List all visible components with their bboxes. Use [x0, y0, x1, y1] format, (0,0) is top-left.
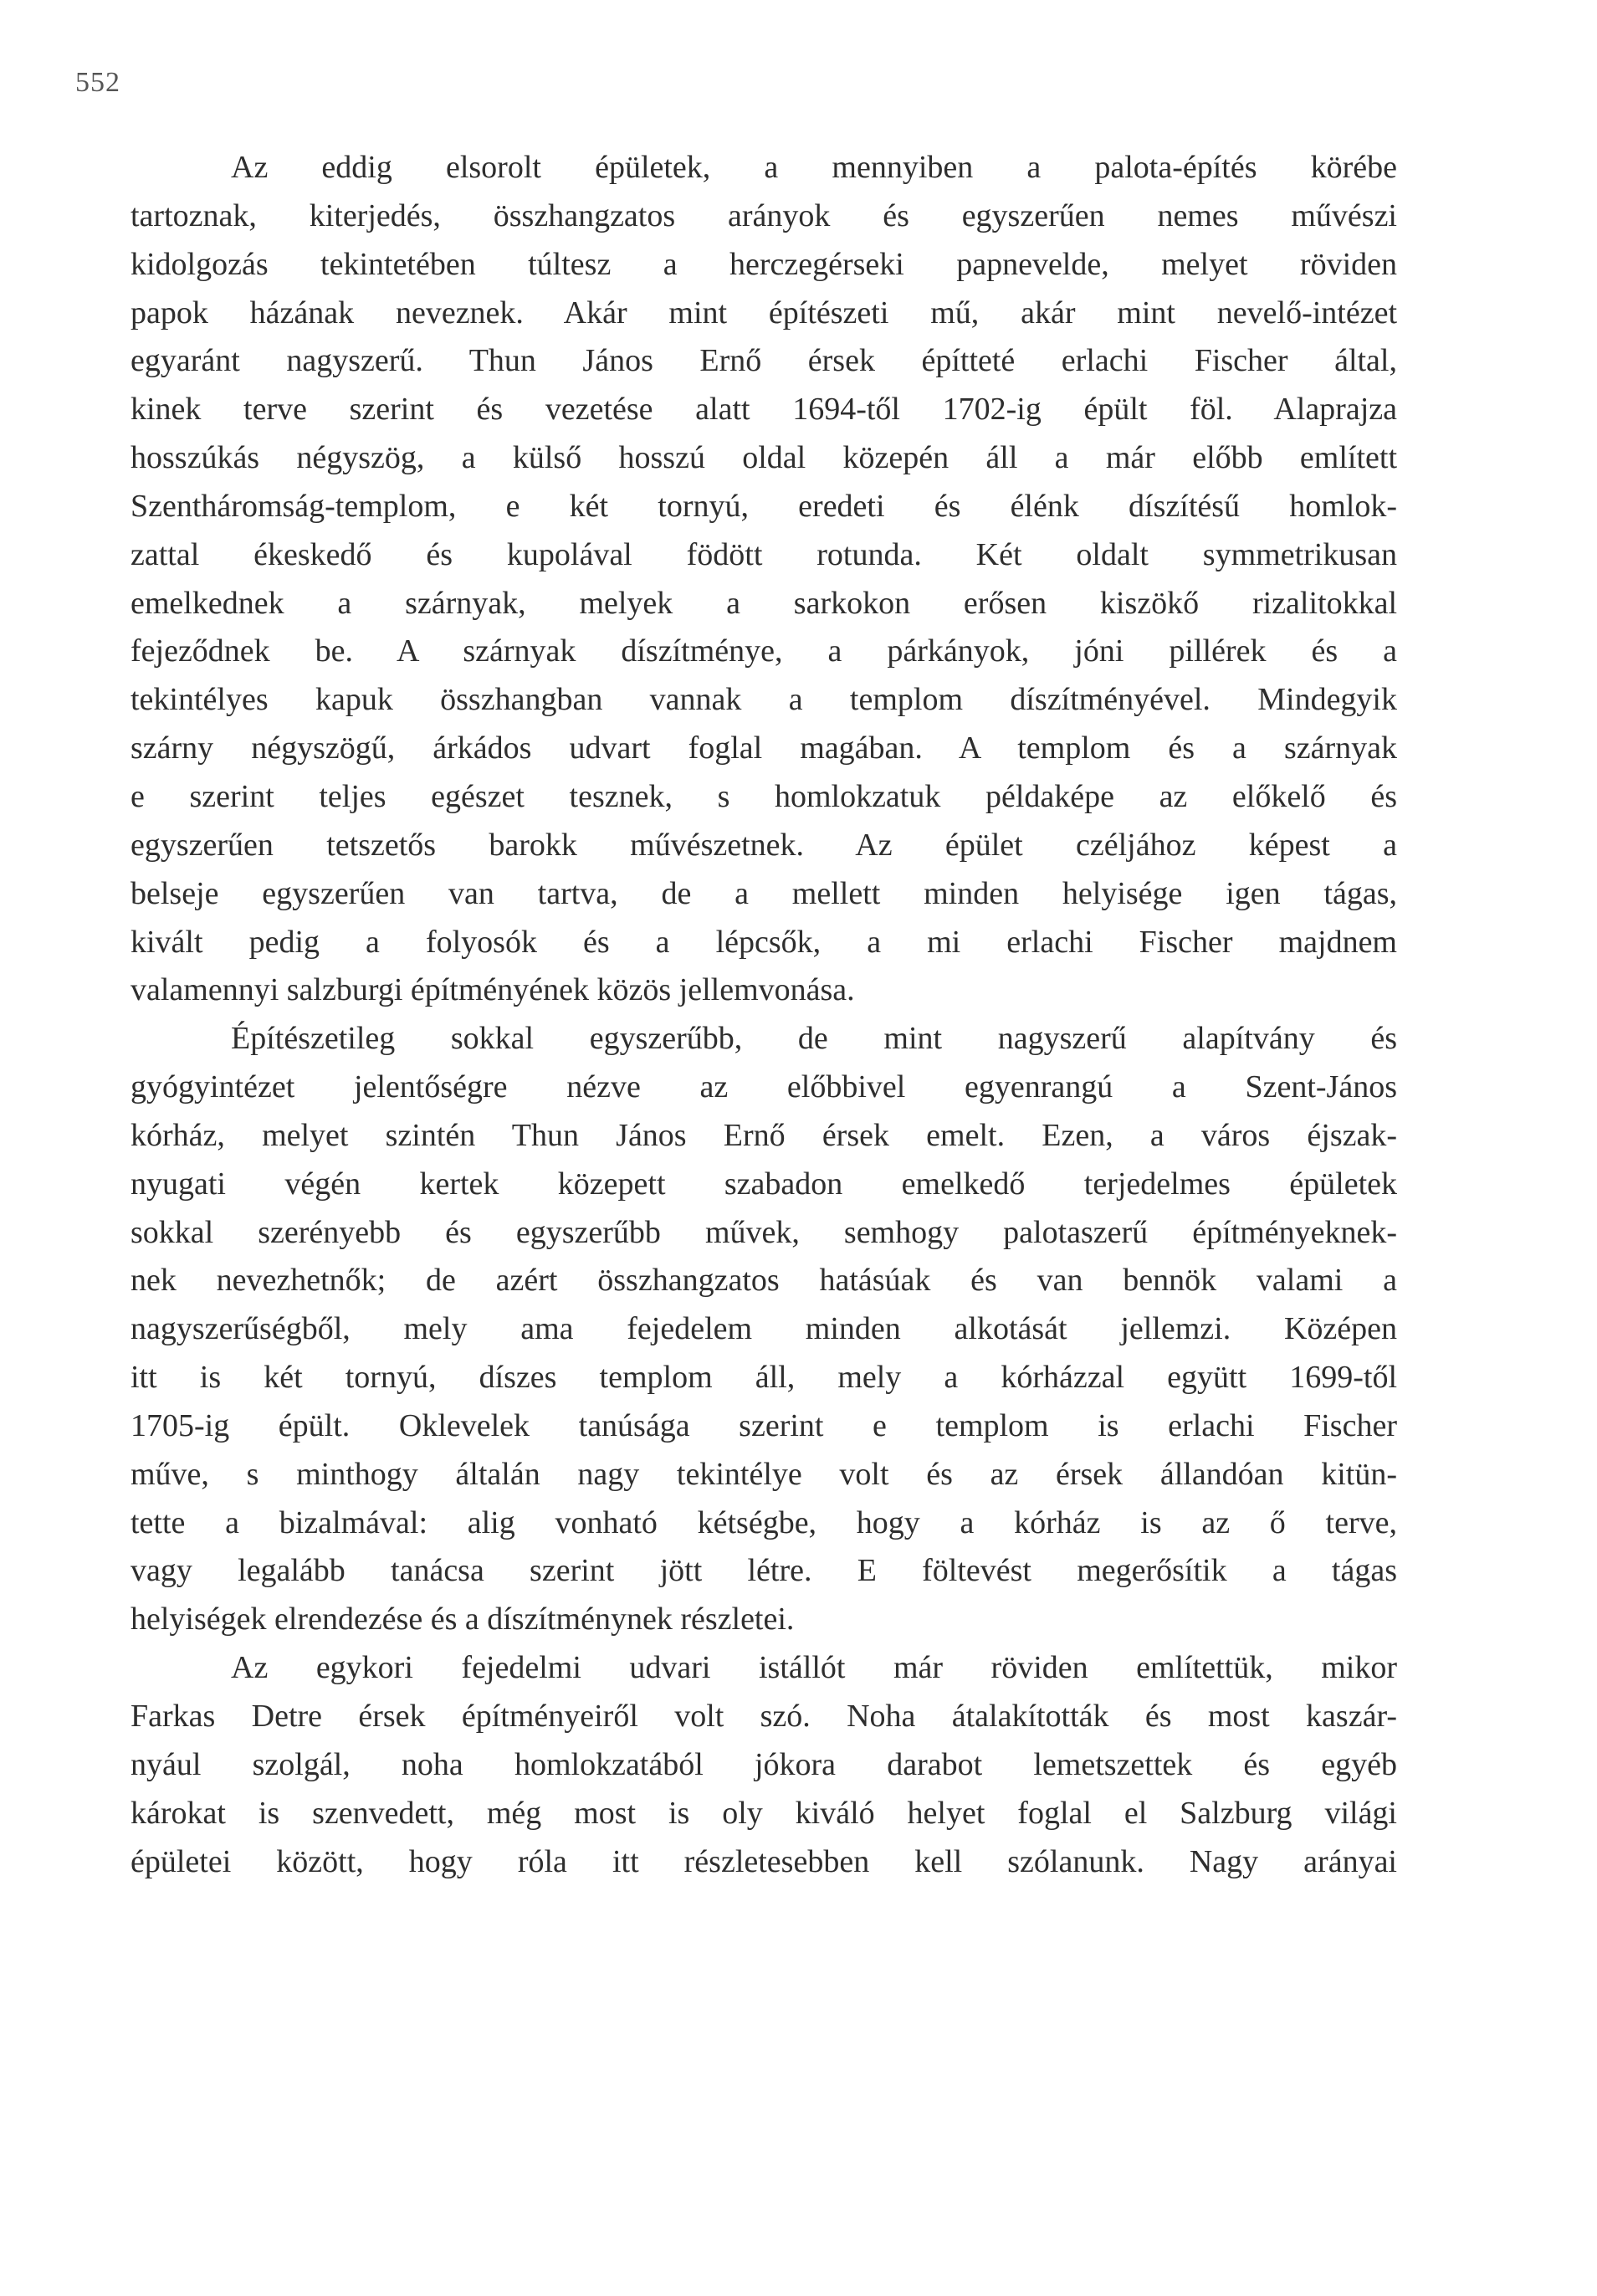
- text-line: vagy legalább tanácsa szerint jött létre. E föltevést megerősítik a tágas: [131, 1553, 1397, 1589]
- text-line: emelkednek a szárnyak, melyek a sarkokon erősen kiszökő rizalitokkal: [131, 585, 1397, 621]
- text-line: hosszúkás négyszög, a külső hosszú oldal közepén áll a már előbb említett: [131, 440, 1397, 476]
- paragraph-3: [131, 1644, 1397, 1886]
- text-line: gyógyintézet jelentőségre nézve az előbbivel egyenrangú a Szent-János: [131, 1069, 1397, 1105]
- text-line: e szerint teljes egészet tesznek, s homlokzatuk példaképe az előkelő és: [131, 778, 1397, 814]
- text-line: nyugati végén kertek közepett szabadon emelkedő terjedelmes épületek: [131, 1166, 1397, 1202]
- text-line: kórház, melyet szintén Thun János Ernő érsek emelt. Ezen, a város éjszak-: [131, 1117, 1397, 1153]
- text-line: károkat is szenvedett, még most is oly kiváló helyet foglal el Salzburg világi: [131, 1795, 1397, 1831]
- text-line: Az eddig elsorolt épületek, a mennyiben a palota-építés körébe: [231, 150, 1397, 185]
- paragraph-2: [131, 1015, 1397, 1644]
- text-line: kidolgozás tekintetében túltesz a herczegérseki papnevelde, melyet röviden: [131, 246, 1397, 282]
- text-line: belseje egyszerűen van tartva, de a mellett minden helyisége igen tágas,: [131, 875, 1397, 911]
- text-line: valamennyi salzburgi építményének közös jellemvonása.: [131, 972, 855, 1008]
- text-line: nagyszerűségből, mely ama fejedelem minden alkotását jellemzi. Középen: [131, 1311, 1397, 1347]
- text-line: egyszerűen tetszetős barokk művészetnek. Az épület czéljához képest a: [131, 827, 1397, 863]
- text-line: fejeződnek be. A szárnyak díszítménye, a párkányok, jóni pillérek és a: [131, 633, 1397, 669]
- text-line: sokkal szerényebb és egyszerűbb művek, semhogy palotaszerű építményeknek-: [131, 1214, 1397, 1250]
- paragraph-1: [131, 144, 1397, 1015]
- text-line: Farkas Detre érsek építményeiről volt szó. Noha átalakították és most kaszár-: [131, 1699, 1397, 1734]
- text-line: papok házának neveznek. Akár mint építészeti mű, akár mint nevelő-intézet: [131, 295, 1397, 331]
- text-line: műve, s minthogy általán nagy tekintélye volt és az érsek állandóan kitün-: [131, 1456, 1397, 1492]
- text-line: helyiségek elrendezése és a díszítménynek részletei.: [131, 1602, 795, 1637]
- text-line: épületei között, hogy róla itt részletesebben kell szólanunk. Nagy arányai: [131, 1843, 1397, 1879]
- text-line: tartoznak, kiterjedés, összhangzatos arányok és egyszerűen nemes művészi: [131, 197, 1397, 233]
- text-line: nek nevezhetnők; de azért összhangzatos hatásúak és van bennök valami a: [131, 1263, 1397, 1299]
- text-line: nyául szolgál, noha homlokzatából jókora darabot lemetszettek és egyéb: [131, 1746, 1397, 1782]
- text-line: Szentháromság-templom, e két tornyú, eredeti és élénk díszítésű homlok-: [131, 488, 1397, 524]
- text-line: tette a bizalmával: alig vonható kétségbe, hogy a kórház is az ő terve,: [131, 1504, 1397, 1540]
- body-text: [131, 144, 1397, 1886]
- text-line: Építészetileg sokkal egyszerűbb, de mint nagyszerű alapítvány és: [231, 1021, 1397, 1057]
- text-line: itt is két tornyú, díszes templom áll, mely a kórházzal együtt 1699-től: [131, 1360, 1397, 1396]
- text-line: zattal ékeskedő és kupolával födött rotunda. Két oldalt symmetrikusan: [131, 536, 1397, 572]
- text-line: 1705-ig épült. Oklevelek tanúsága szerint e templom is erlachi Fischer: [131, 1407, 1397, 1443]
- page-number: 552: [75, 67, 120, 98]
- text-line: kinek terve szerint és vezetése alatt 1694-től 1702-ig épült föl. Alaprajza: [131, 392, 1397, 428]
- text-line: egyaránt nagyszerű. Thun János Ernő érsek építteté erlachi Fischer által,: [131, 343, 1397, 379]
- text-line: Az egykori fejedelmi udvari istállót már röviden említettük, mikor: [231, 1650, 1397, 1686]
- text-line: kivált pedig a folyosók és a lépcsők, a mi erlachi Fischer majdnem: [131, 924, 1397, 960]
- text-line: szárny négyszögű, árkádos udvart foglal magában. A templom és a szárnyak: [131, 730, 1397, 766]
- text-line: tekintélyes kapuk összhangban vannak a templom díszítményével. Mindegyik: [131, 682, 1397, 718]
